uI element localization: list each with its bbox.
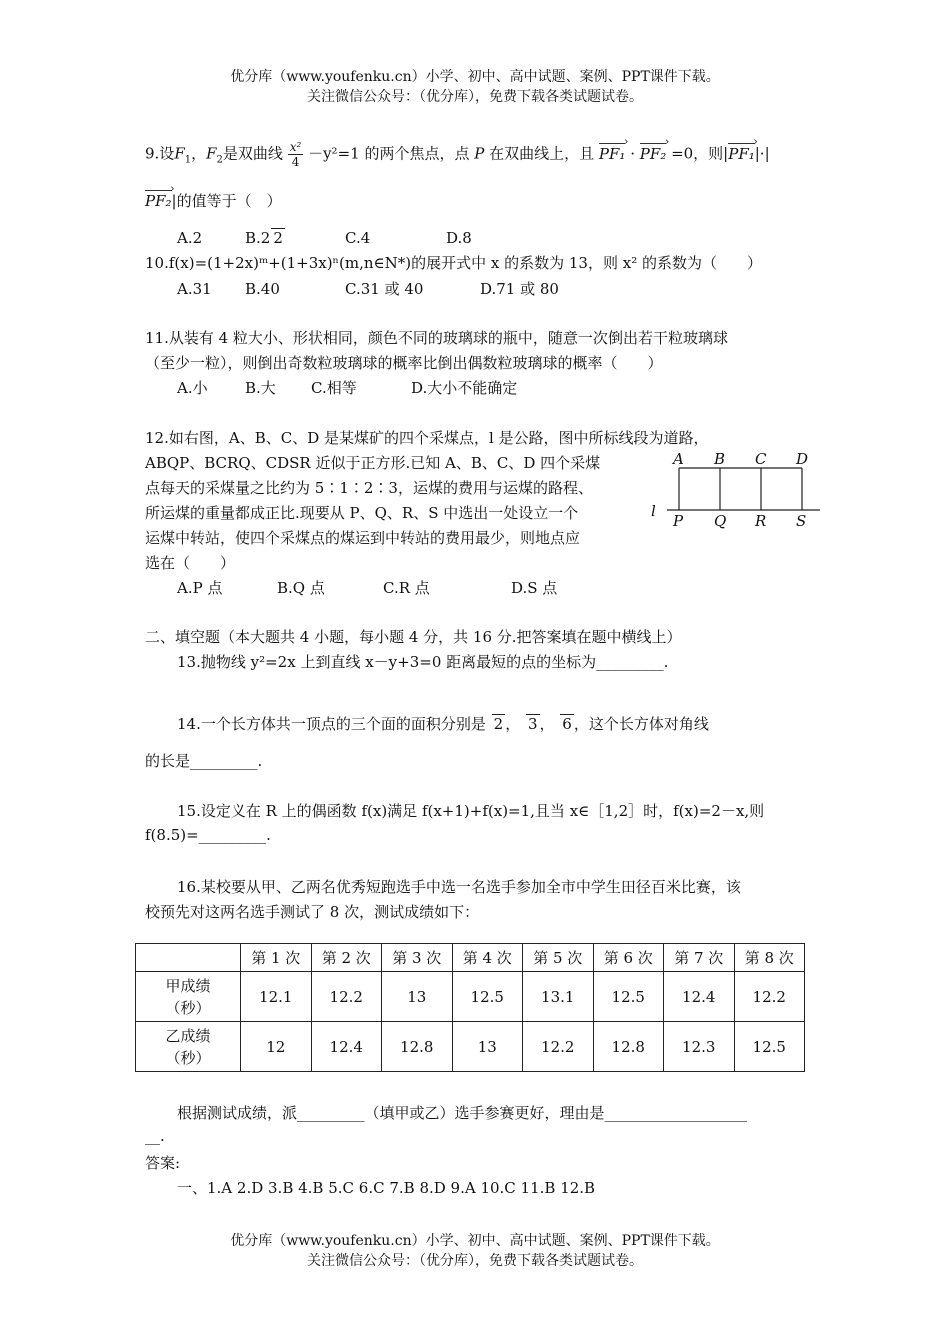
table-row: 乙成绩 （秒） 12 12.4 12.8 13 12.2 12.8 12.3 12.5 — [136, 1022, 805, 1072]
q12-line-3: 点每天的采煤量之比约为 5∶1∶2∶3，运煤的费用与运煤的路程、 — [145, 479, 593, 497]
q9-option-d: D.8 — [446, 229, 472, 247]
q9-options — [177, 228, 472, 247]
footer-line-1: 优分库（www.youfenku.cn）小学、初中、高中试题、案例、PPT课件下载。 — [230, 1233, 720, 1249]
q11-line-2: （至少一粒），则倒出奇数粒玻璃球的概率比倒出偶数粒玻璃球的概率（ ） — [145, 354, 663, 372]
q10-options: A.31 B.40 C.31 或 40 D.71 或 80 — [177, 280, 559, 298]
table-row: 甲成绩 （秒） 12.1 12.2 13 12.5 13.1 12.5 12.4 12.2 — [136, 972, 805, 1022]
q15-line-2: f(8.5)=_________. — [145, 826, 271, 844]
figure-label-b: B — [714, 450, 726, 468]
q12-line-1: 12.如右图，A、B、C、D 是某煤矿的四个采煤点，l 是公路，图中所标线段为道路， — [145, 429, 709, 447]
figure-label-l: l — [651, 502, 656, 520]
header-line-1: 优分库（www.youfenku.cn）小学、初中、高中试题、案例、PPT课件下载。 — [230, 69, 720, 85]
q16-line-1: 16.某校要从甲、乙两名优秀短跑选手中选一名选手参加全市中学生田径百米比赛，该 — [177, 878, 741, 896]
q9-option-c: C.4 — [345, 229, 371, 247]
vector-pf2-abs: PF₂ › — [145, 192, 172, 210]
q9-option-b: B.2 2 — [245, 229, 283, 247]
figure-label-p: P — [673, 512, 684, 530]
q9-line-2: PF₂ ›|的值等于（ ） — [145, 190, 282, 211]
figure-label-r: R — [755, 512, 767, 530]
q14-line-1: 14.一个长方体共一顶点的三个面的面积分别是 2 ， 3 ， 6 ，这个长方体对角线 — [177, 715, 709, 733]
q11-line-1: 11.从装有 4 粒大小、形状相同，颜色不同的玻璃球的瓶中，随意一次倒出若干粒玻璃球 — [145, 329, 728, 347]
q12-line-4: 所运煤的重量都成正比.现要从 P、Q、R、S 中选出一处设立一个 — [145, 504, 579, 522]
q12-line-2: ABQP、BCRQ、CDSR 近似于正方形.已知 A、B、C、D 四个采煤 — [145, 454, 601, 472]
row-label-jia: 甲成绩 （秒） — [136, 972, 241, 1022]
figure-label-d: D — [796, 450, 809, 468]
footer-line-2: 关注微信公众号：（优分库），免费下载各类试题试卷。 — [307, 1253, 643, 1269]
score-table — [135, 943, 805, 1072]
row-label-yi: 乙成绩 （秒） — [136, 1022, 241, 1072]
q9-line-1: 9.设$F_1$，$F_2$是双曲线 $\frac{\text{x²}}{4}$ －y²=1 的两个焦点，点 P 在双曲线上，且 PF₁ › · PF₂ › =0，则|PF₁ ›|·| — [145, 140, 770, 169]
q15-line-1: 15.设定义在 R 上的偶函数 f(x)满足 f(x+1)+f(x)=1,且当 x∈［1,2］时，f(x)=2－x,则 — [177, 802, 765, 820]
figure-label-s: S — [796, 512, 807, 530]
sqrt-3: 3 — [527, 715, 538, 733]
table-header-row: 第 1 次 第 2 次 第 3 次 第 4 次 第 5 次 第 6 次 第 7 次 第 8 次 — [136, 944, 805, 972]
sqrt-2: 2 — [493, 715, 504, 733]
q9-option-a: A.2 — [177, 229, 203, 247]
q16-conclusion-line-2: __. — [145, 1127, 165, 1145]
coal-mine-figure — [645, 448, 825, 533]
sqrt-6: 6 — [562, 715, 572, 733]
figure-label-q: Q — [714, 512, 727, 530]
q12-line-6: 选在（ ） — [145, 554, 236, 572]
q14-line-2: 的长是_________. — [145, 752, 263, 770]
vector-pf1: PF₁ › — [599, 145, 626, 163]
q12-options: A.P 点 B.Q 点 C.R 点 D.S 点 — [177, 579, 558, 597]
figure-label-a: A — [673, 450, 684, 468]
q10-stem: 10.f(x)=(1+2x)ᵐ+(1+3x)ⁿ(m,n∈N*)的展开式中 x 的系数为 13，则 x² 的系数为（ ） — [145, 254, 762, 272]
vector-pf1-abs: PF₁ › — [728, 145, 755, 163]
q12-line-5: 运煤中转站，使四个采煤点的煤运到中转站的费用最少，则地点应 — [145, 529, 581, 547]
section-2-title: 二、填空题（本大题共 4 小题，每小题 4 分，共 16 分.把答案填在题中横线上） — [145, 628, 682, 646]
q13-stem: 13.抛物线 y²=2x 上到直线 x－y+3=0 距离最短的点的坐标为_________. — [177, 653, 669, 671]
answers-line-1: 一、1.A 2.D 3.B 4.B 5.C 6.C 7.B 8.D 9.A 10.C 11.B 12.B — [177, 1179, 596, 1197]
header-line-2: 关注微信公众号：（优分库），免费下载各类试题试卷。 — [307, 89, 643, 105]
figure-label-c: C — [755, 450, 767, 468]
q9-fraction: $\frac{\text{x²}}{4}$ — [289, 140, 302, 169]
vector-pf2: PF₂ › — [640, 145, 667, 163]
q11-options: A.小 B.大 C.相等 D.大小不能确定 — [177, 379, 518, 397]
q16-line-2: 校预先对这两名选手测试了 8 次，测试成绩如下： — [145, 903, 480, 921]
answers-title: 答案: — [145, 1154, 181, 1172]
q16-conclusion-line-1: 根据测试成绩，派_________（填甲或乙）选手参赛更好，理由是___________________ — [177, 1104, 748, 1122]
